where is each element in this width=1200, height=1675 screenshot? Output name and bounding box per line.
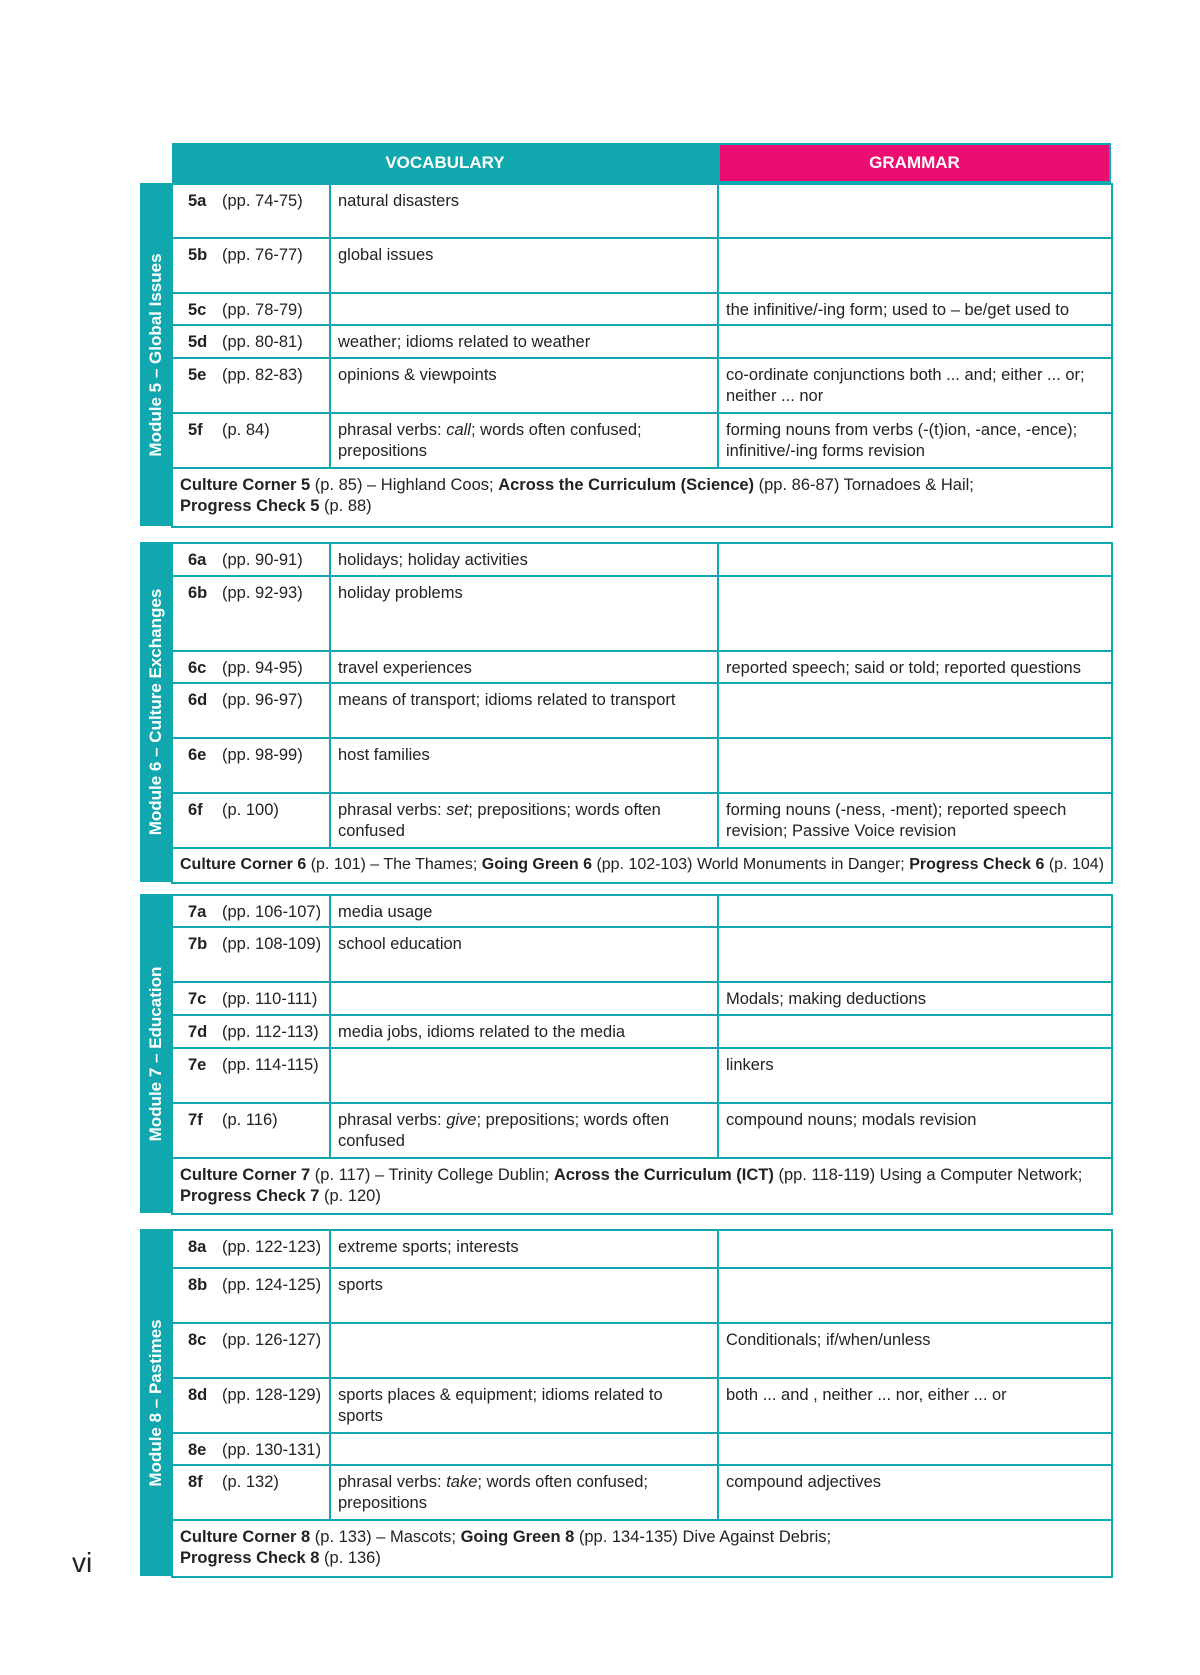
table-row [172, 1378, 1112, 1433]
lesson-code: 6d [188, 691, 208, 709]
module-7-bar [140, 894, 171, 1213]
grammar-cell [718, 1230, 1112, 1268]
lesson-code: 6f [188, 801, 203, 819]
lesson-code: 7a [188, 903, 207, 921]
lesson-pages: (pp. 128-129) [222, 1386, 322, 1404]
lesson-code: 5e [188, 366, 207, 384]
module-8-table [171, 1229, 1113, 1578]
vocab-cell: travel experiences [330, 651, 718, 683]
vocab-cell: global issues [330, 238, 718, 293]
vocab-cell [330, 293, 718, 325]
grammar-cell: forming nouns (-ness, -ment); reported speech revision; Passive Voice revision [718, 793, 1112, 848]
lesson-pages: (pp. 78-79) [222, 301, 303, 319]
grammar-cell: forming nouns from verbs (-(t)ion, -ance, -ence); infinitive/-ing forms revision [718, 413, 1112, 468]
vocab-cell: host families [330, 738, 718, 793]
lesson-code: 8a [188, 1238, 207, 1256]
lesson-code: 6a [188, 551, 207, 569]
table-row [172, 683, 1112, 738]
lesson-pages: (pp. 122-123) [222, 1238, 322, 1256]
lesson-pages: (pp. 92-93) [222, 584, 303, 602]
lesson-code: 5d [188, 333, 208, 351]
table-row [172, 1230, 1112, 1268]
lesson-pages: (pp. 94-95) [222, 659, 303, 677]
vocab-cell: holidays; holiday activities [330, 543, 718, 576]
lesson-pages: (pp. 110-111) [222, 990, 318, 1008]
table-row [172, 1433, 1112, 1465]
lesson-pages: (pp. 96-97) [222, 691, 303, 709]
lesson-code: 8e [188, 1441, 207, 1459]
lesson-code: 7c [188, 990, 207, 1008]
table-row [172, 358, 1112, 413]
vocab-cell: weather; idioms related to weather [330, 325, 718, 358]
table-row [172, 293, 1112, 325]
lesson-code: 7d [188, 1023, 208, 1041]
grammar-cell [718, 1015, 1112, 1048]
vocab-cell [330, 1048, 718, 1103]
table-row [172, 1048, 1112, 1103]
grammar-header: GRAMMAR [718, 143, 1111, 183]
module-footer-row [172, 1158, 1112, 1214]
lesson-code: 8c [188, 1331, 207, 1349]
grammar-cell: linkers [718, 1048, 1112, 1103]
vocab-cell: sports [330, 1268, 718, 1323]
grammar-cell: both ... and , neither ... nor, either ... or [718, 1378, 1112, 1433]
lesson-pages: (pp. 126-127) [222, 1331, 322, 1349]
lesson-pages: (pp. 114-115) [222, 1056, 319, 1074]
vocab-cell: phrasal verbs: call; words often confused; prepositions [330, 413, 718, 468]
module-footer-row [172, 468, 1112, 527]
module-6-table [171, 542, 1113, 884]
grammar-cell: the infinitive/-ing form; used to – be/get used to [718, 293, 1112, 325]
grammar-cell [718, 1268, 1112, 1323]
grammar-cell: Modals; making deductions [718, 982, 1112, 1015]
table-row [172, 1323, 1112, 1378]
vocab-cell [330, 1323, 718, 1378]
lesson-pages: (p. 84) [222, 421, 270, 439]
table-row [172, 184, 1112, 238]
module-footer: Culture Corner 5 (p. 85) – Highland Coos; Across the Curriculum (Science) (pp. 86-87) Tornadoes & Hail; Progress Check 5 (p. 88) [172, 468, 1112, 527]
lesson-code: 5c [188, 301, 207, 319]
grammar-cell: Conditionals; if/when/unless [718, 1323, 1112, 1378]
grammar-cell: reported speech; said or told; reported questions [718, 651, 1112, 683]
lesson-pages: (pp. 124-125) [222, 1276, 322, 1294]
module-8-label: Module 8 – Pastimes [145, 1318, 165, 1487]
table-row [172, 738, 1112, 793]
grammar-cell: compound adjectives [718, 1465, 1112, 1520]
phrasal-verb: call [446, 421, 471, 439]
lesson-code: 7e [188, 1056, 207, 1074]
module-footer-row [172, 1520, 1112, 1577]
lesson-code: 5f [188, 421, 203, 439]
table-row [172, 895, 1112, 927]
vocabulary-header: VOCABULARY [172, 143, 718, 183]
module-5-label: Module 5 – Global Issues [145, 252, 165, 457]
table-row [172, 927, 1112, 982]
lesson-code: 7f [188, 1111, 203, 1129]
vocab-cell: means of transport; idioms related to transport [330, 683, 718, 738]
module-8-bar [140, 1229, 171, 1576]
lesson-code: 8b [188, 1276, 208, 1294]
lesson-pages: (p. 116) [222, 1111, 278, 1129]
module-footer: Culture Corner 7 (p. 117) – Trinity College Dublin; Across the Curriculum (ICT) (pp. 118-119) Using a Computer Network; Progress Check 7 (p. 120) [172, 1158, 1112, 1214]
module-5-table [171, 183, 1113, 528]
table-row [172, 1268, 1112, 1323]
table-row [172, 1103, 1112, 1158]
lesson-pages: (pp. 74-75) [222, 192, 303, 210]
lesson-pages: (pp. 98-99) [222, 746, 303, 764]
table-row [172, 651, 1112, 683]
lesson-code: 7b [188, 935, 208, 953]
grammar-cell [718, 927, 1112, 982]
table-row [172, 543, 1112, 576]
lesson-code: 6c [188, 659, 207, 677]
phrasal-verb: give [446, 1111, 477, 1129]
lesson-code: 8f [188, 1473, 203, 1491]
table-row [172, 576, 1112, 651]
page-number: vi [72, 1547, 93, 1578]
lesson-code: 5a [188, 192, 207, 210]
module-footer-row [172, 848, 1112, 883]
module-6-bar [140, 542, 171, 882]
vocab-cell: opinions & viewpoints [330, 358, 718, 413]
lesson-pages: (pp. 106-107) [222, 903, 322, 921]
table-row [172, 238, 1112, 293]
table-row [172, 413, 1112, 468]
vocab-cell: phrasal verbs: take; words often confused; prepositions [330, 1465, 718, 1520]
grammar-cell: co-ordinate conjunctions both ... and; either ... or; neither ... nor [718, 358, 1112, 413]
module-5-bar [140, 183, 171, 526]
module-6-label: Module 6 – Culture Exchanges [145, 588, 165, 836]
lesson-pages: (pp. 82-83) [222, 366, 303, 384]
grammar-cell [718, 543, 1112, 576]
grammar-cell [718, 1433, 1112, 1465]
lesson-pages: (pp. 108-109) [222, 935, 322, 953]
vocab-cell: phrasal verbs: give; prepositions; words often confused [330, 1103, 718, 1158]
lesson-pages: (pp. 80-81) [222, 333, 303, 351]
lesson-pages: (pp. 90-91) [222, 551, 303, 569]
phrasal-verb: take [446, 1473, 478, 1491]
lesson-code: 8d [188, 1386, 208, 1404]
lesson-code: 5b [188, 246, 208, 264]
table-row [172, 1465, 1112, 1520]
phrasal-verb: set [446, 801, 469, 819]
vocab-cell: media usage [330, 895, 718, 927]
grammar-cell [718, 184, 1112, 238]
grammar-cell [718, 576, 1112, 651]
lesson-code: 6e [188, 746, 207, 764]
vocab-cell: natural disasters [330, 184, 718, 238]
vocab-cell: extreme sports; interests [330, 1230, 718, 1268]
grammar-cell [718, 895, 1112, 927]
module-7-table [171, 894, 1113, 1215]
module-footer: Culture Corner 8 (p. 133) – Mascots; Going Green 8 (pp. 134-135) Dive Against Debris; Progress Check 8 (p. 136) [172, 1520, 1112, 1577]
table-row [172, 325, 1112, 358]
grammar-cell [718, 683, 1112, 738]
grammar-cell: compound nouns; modals revision [718, 1103, 1112, 1158]
table-row [172, 1015, 1112, 1048]
module-7-label: Module 7 – Education [145, 966, 165, 1141]
lesson-code: 6b [188, 584, 208, 602]
grammar-cell [718, 238, 1112, 293]
vocab-cell [330, 982, 718, 1015]
module-footer: Culture Corner 6 (p. 101) – The Thames; Going Green 6 (pp. 102-103) World Monuments in Danger; Progress Check 6 (p. 104) [172, 848, 1112, 883]
table-row [172, 982, 1112, 1015]
vocab-cell: phrasal verbs: set; prepositions; words often confused [330, 793, 718, 848]
lesson-pages: (p. 132) [222, 1473, 279, 1491]
lesson-pages: (pp. 112-113) [222, 1023, 319, 1041]
grammar-cell [718, 738, 1112, 793]
vocab-cell: media jobs, idioms related to the media [330, 1015, 718, 1048]
lesson-pages: (pp. 76-77) [222, 246, 303, 264]
vocab-cell: school education [330, 927, 718, 982]
vocab-cell: holiday problems [330, 576, 718, 651]
vocab-cell [330, 1433, 718, 1465]
table-row [172, 793, 1112, 848]
lesson-pages: (p. 100) [222, 801, 279, 819]
vocab-cell: sports places & equipment; idioms related to sports [330, 1378, 718, 1433]
lesson-pages: (pp. 130-131) [222, 1441, 322, 1459]
grammar-cell [718, 325, 1112, 358]
